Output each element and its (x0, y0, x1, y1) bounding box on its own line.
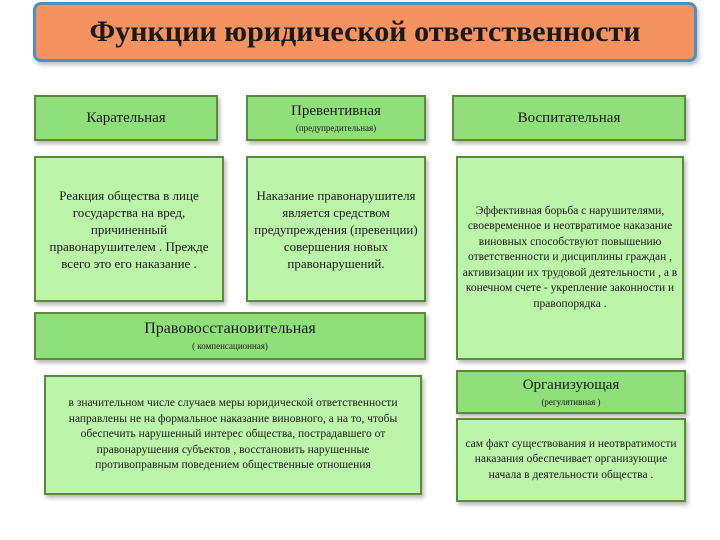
educational-description (456, 156, 684, 360)
punitive-name: Карательная (86, 110, 166, 126)
educational-text: Эффективная борьба с нарушителями, своевременное и неотвратимое наказание виновных способствуют повышению ответственности и дисциплины граждан , активизации их трудовой деятельности , а в конечном счете - укрепление законности и правопорядка . (462, 204, 678, 310)
organizing-header (456, 370, 686, 414)
preventive-subtitle: (предупредительная) (295, 123, 377, 133)
organizing-name: Организующая (522, 377, 620, 393)
preventive-name: Превентивная (291, 103, 381, 119)
restorative-subtitle: ( компенсационная) (192, 341, 268, 351)
preventive-header (246, 95, 426, 141)
diagram-title (33, 2, 697, 62)
preventive-description (246, 156, 426, 302)
educational-name: Воспитательная (517, 110, 621, 126)
restorative-name: Правовосстановительная (144, 320, 316, 337)
preventive-text: Наказание правонарушителя является средством предупреждения (превенции) совершения новых правонарушений. (254, 187, 418, 271)
restorative-text: в значительном числе случаев меры юридической ответственности направлены не на формальное наказание виновного, а на то, чтобы обеспечить нарушенный интерес общества, пострадавшего от правонарушения субъектов , восстановить нарушенные противоправным поведением общественные отношения (68, 397, 398, 472)
educational-header (452, 95, 686, 141)
punitive-text: Реакция общества в лице государства на вред, причиненный правонарушителем . Прежде всего это его наказание . (49, 187, 209, 271)
organizing-subtitle: (регулятивная ) (541, 397, 601, 407)
organizing-text: сам факт существования и неотвратимости наказания обеспечивает организующие начала в деятельности общества . (465, 437, 677, 481)
title-text: Функции юридической ответственности (89, 15, 641, 48)
restorative-description (44, 375, 422, 495)
punitive-header (34, 95, 218, 141)
restorative-header (34, 312, 426, 360)
punitive-description (34, 156, 224, 302)
organizing-description (456, 418, 686, 502)
